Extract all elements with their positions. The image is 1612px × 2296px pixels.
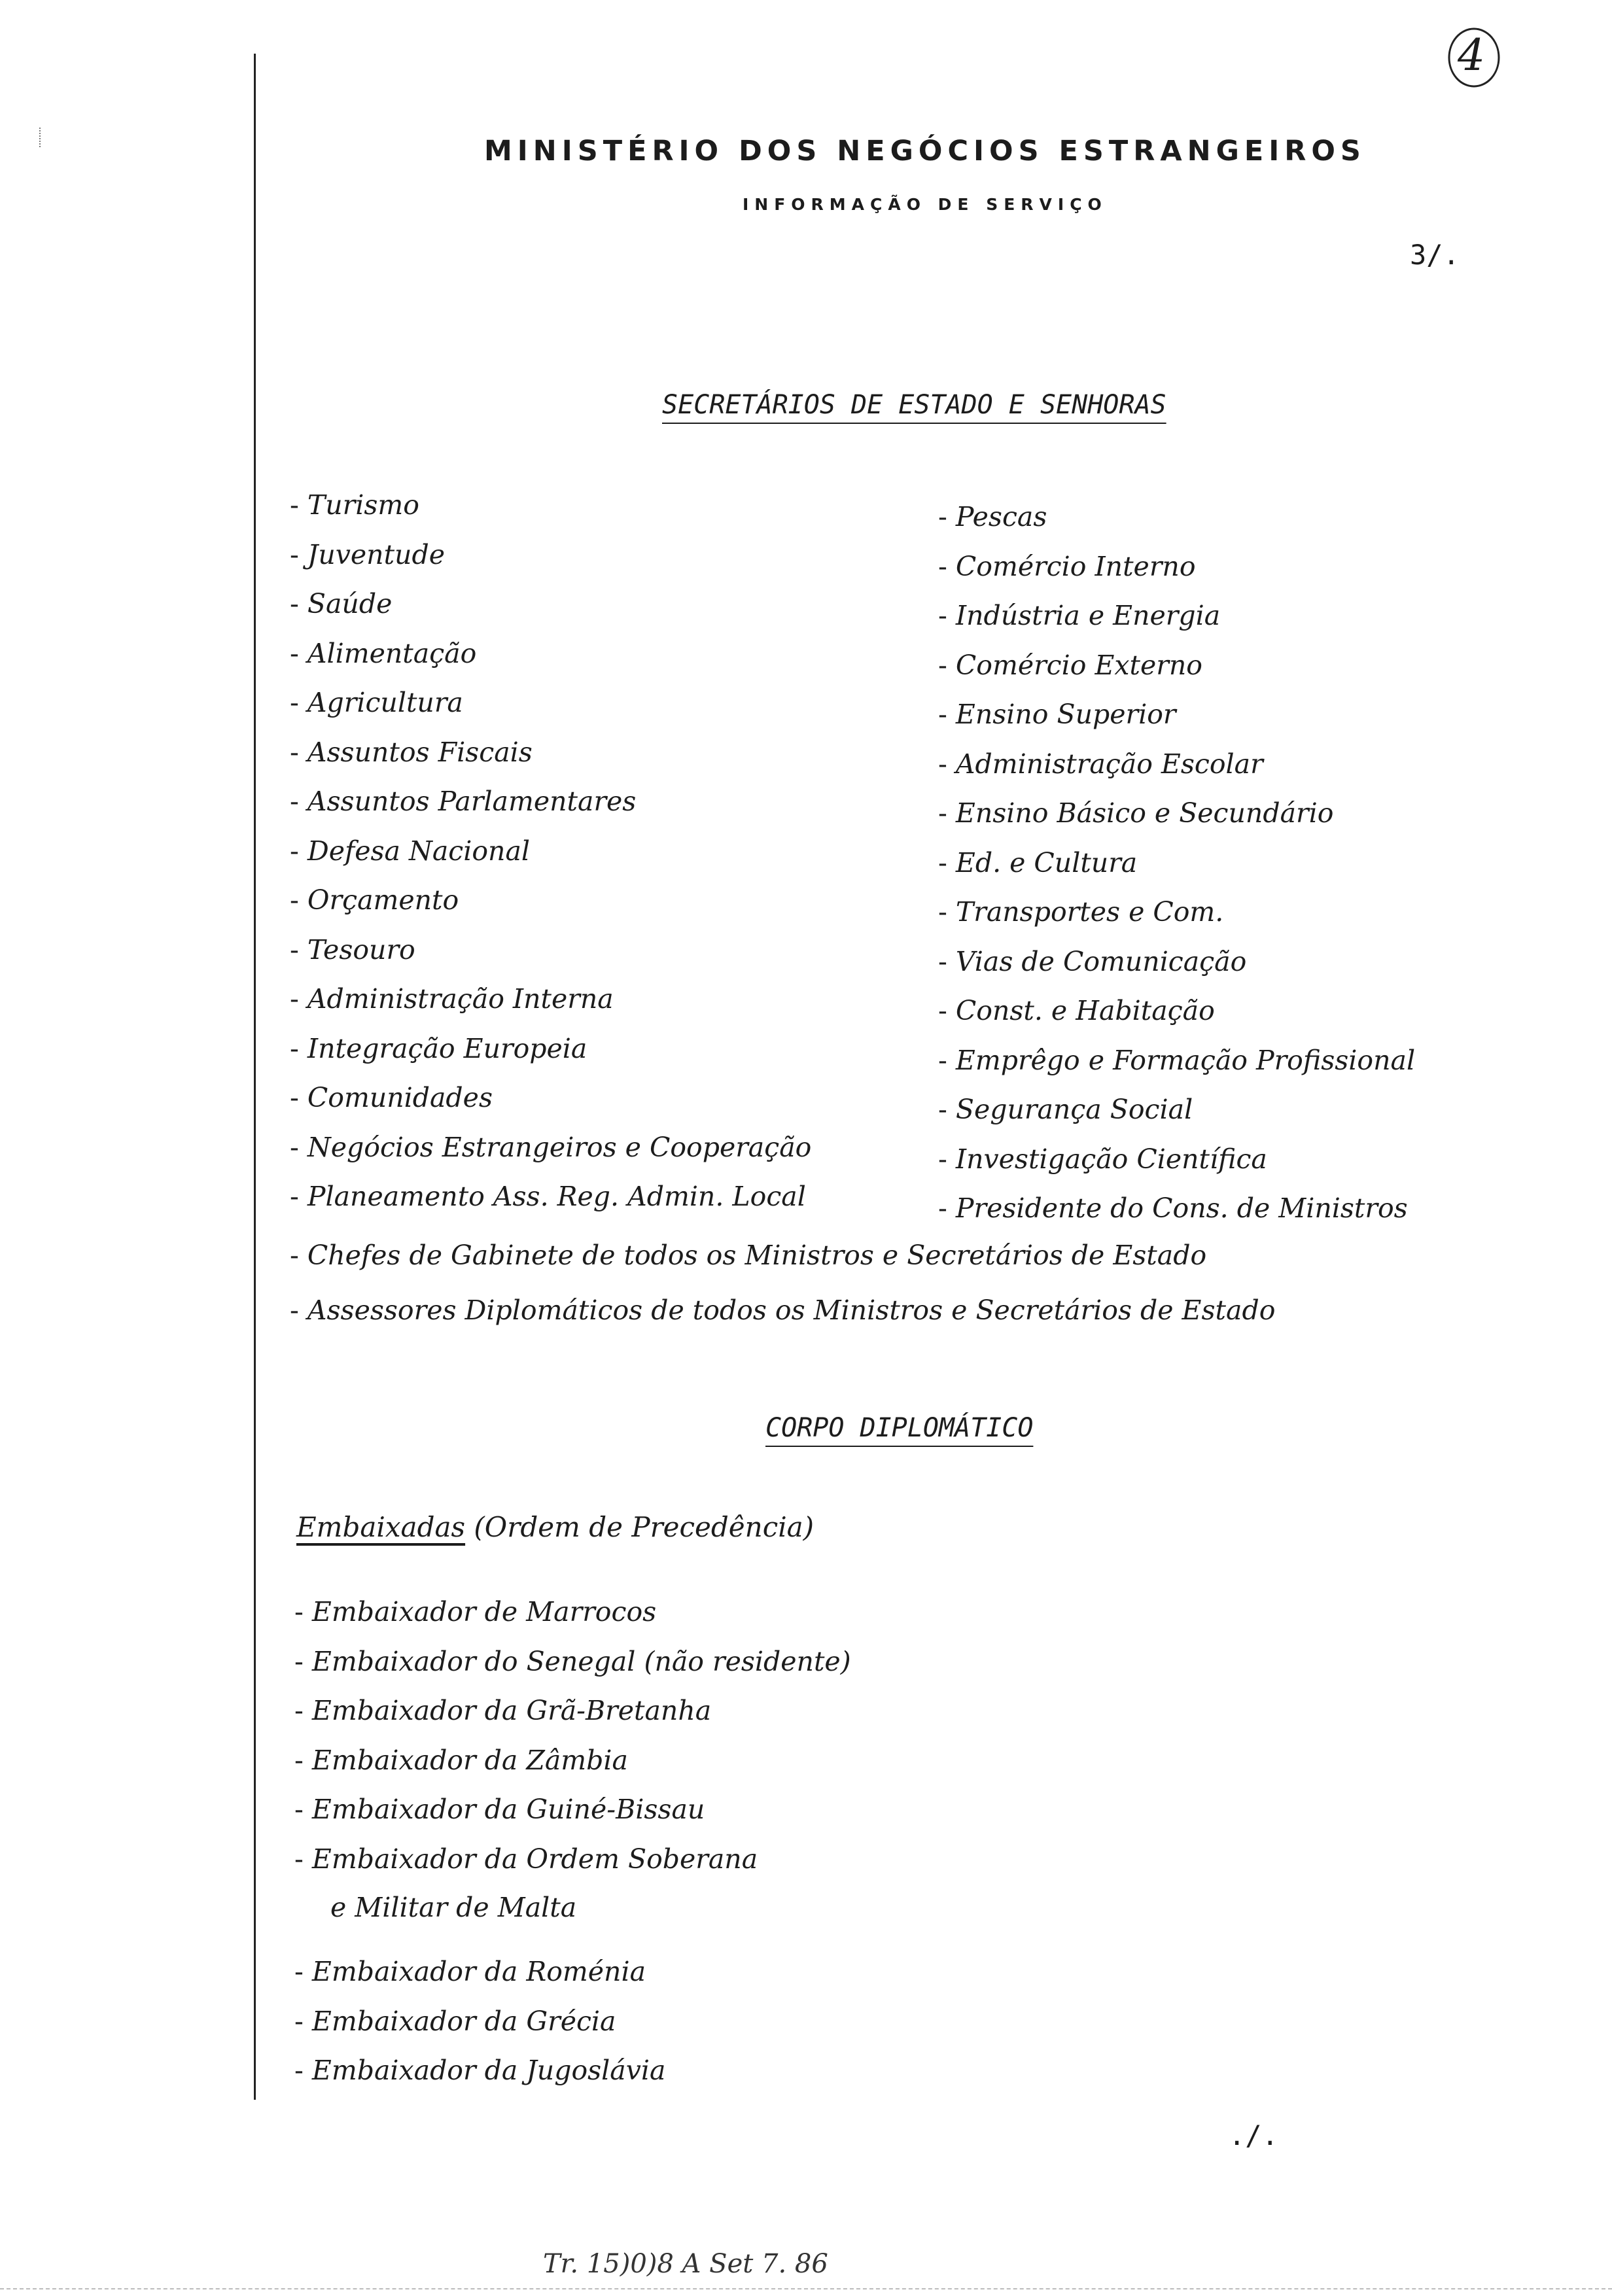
left-list xyxy=(290,489,811,1230)
list-item: - Ensino Básico e Secundário xyxy=(938,797,1415,847)
section-title-corpo: CORPO DIPLOMÁTICO xyxy=(765,1413,1034,1443)
ministry-header: MINISTÉRIO DOS NEGÓCIOS ESTRANGEIROS xyxy=(484,135,1366,167)
list-item: - Segurança Social xyxy=(938,1094,1415,1143)
embassies-note: (Ordem de Precedência) xyxy=(474,1511,815,1543)
handwritten-note: Tr. 15)0)8 A Set 7. 86 xyxy=(543,2249,828,2279)
list-item: - Ed. e Cultura xyxy=(938,847,1415,897)
list-item: - Assessores Diplomáticos de todos os Ministros e Secretários de Estado xyxy=(290,1295,1275,1349)
right-list xyxy=(938,501,1415,1242)
list-item: - Tesouro xyxy=(290,934,811,984)
embassy-continuation: e Militar de Malta xyxy=(330,1892,577,1923)
list-item: - Embaixador da Roménia xyxy=(294,1956,665,2006)
margin-line xyxy=(254,54,256,2100)
list-item: - Embaixador da Ordem Soberana xyxy=(294,1843,851,1893)
list-item: - Embaixador da Zâmbia xyxy=(294,1745,851,1794)
list-item: - Investigação Científica xyxy=(938,1143,1415,1193)
section-title-secretarios: SECRETÁRIOS DE ESTADO E SENHORAS xyxy=(662,390,1166,420)
list-item: - Alimentação xyxy=(290,638,811,687)
service-subtitle: INFORMAÇÃO DE SERVIÇO xyxy=(743,195,1108,214)
list-item: - Planeamento Ass. Reg. Admin. Local xyxy=(290,1181,811,1230)
list-item: - Presidente do Cons. de Ministros xyxy=(938,1192,1415,1242)
list-item: - Turismo xyxy=(290,489,811,539)
list-item: - Negócios Estrangeiros e Cooperação xyxy=(290,1132,811,1181)
scan-mark xyxy=(39,128,43,147)
list-item: - Const. e Habitação xyxy=(938,995,1415,1045)
list-item: - Saúde xyxy=(290,588,811,638)
list-item: - Embaixador da Grécia xyxy=(294,2006,665,2055)
list-item: - Assuntos Parlamentares xyxy=(290,786,811,835)
list-item: - Administração Interna xyxy=(290,983,811,1033)
list-item: - Orçamento xyxy=(290,884,811,934)
list-item: - Embaixador da Grã-Bretanha xyxy=(294,1695,851,1745)
list-item: - Vias de Comunicação xyxy=(938,946,1415,996)
list-item: - Ensino Superior xyxy=(938,699,1415,748)
list-item: - Assuntos Fiscais xyxy=(290,737,811,786)
list-item: - Juventude xyxy=(290,539,811,589)
wide-list xyxy=(290,1240,1275,1349)
list-item: - Defesa Nacional xyxy=(290,835,811,885)
stamp-number: 4 xyxy=(1458,30,1485,80)
embassy-list-2 xyxy=(294,1956,665,2104)
bottom-rule xyxy=(0,2288,1612,2289)
list-item: - Comunidades xyxy=(290,1082,811,1132)
list-item: - Emprêgo e Formação Profissional xyxy=(938,1045,1415,1094)
list-item: - Pescas xyxy=(938,501,1415,551)
embassies-heading xyxy=(296,1511,814,1543)
list-item: - Embaixador da Guiné-Bissau xyxy=(294,1794,851,1843)
list-item: - Comércio Interno xyxy=(938,551,1415,600)
list-item: - Agricultura xyxy=(290,687,811,737)
embassies-label: Embaixadas xyxy=(296,1511,466,1543)
list-item: - Administração Escolar xyxy=(938,748,1415,798)
list-item: - Embaixador da Jugoslávia xyxy=(294,2055,665,2104)
list-item: - Chefes de Gabinete de todos os Ministros e Secretários de Estado xyxy=(290,1240,1275,1295)
list-item: - Comércio Externo xyxy=(938,650,1415,699)
list-item: - Transportes e Com. xyxy=(938,896,1415,946)
list-item: - Embaixador de Marrocos xyxy=(294,1596,851,1646)
page-number: 3/. xyxy=(1410,239,1460,271)
list-item: - Integração Europeia xyxy=(290,1033,811,1083)
list-item: - Embaixador do Senegal (não residente) xyxy=(294,1646,851,1696)
embassy-list xyxy=(294,1596,851,1892)
list-item: - Indústria e Energia xyxy=(938,600,1415,650)
continuation-mark: ./. xyxy=(1229,2119,1278,2151)
